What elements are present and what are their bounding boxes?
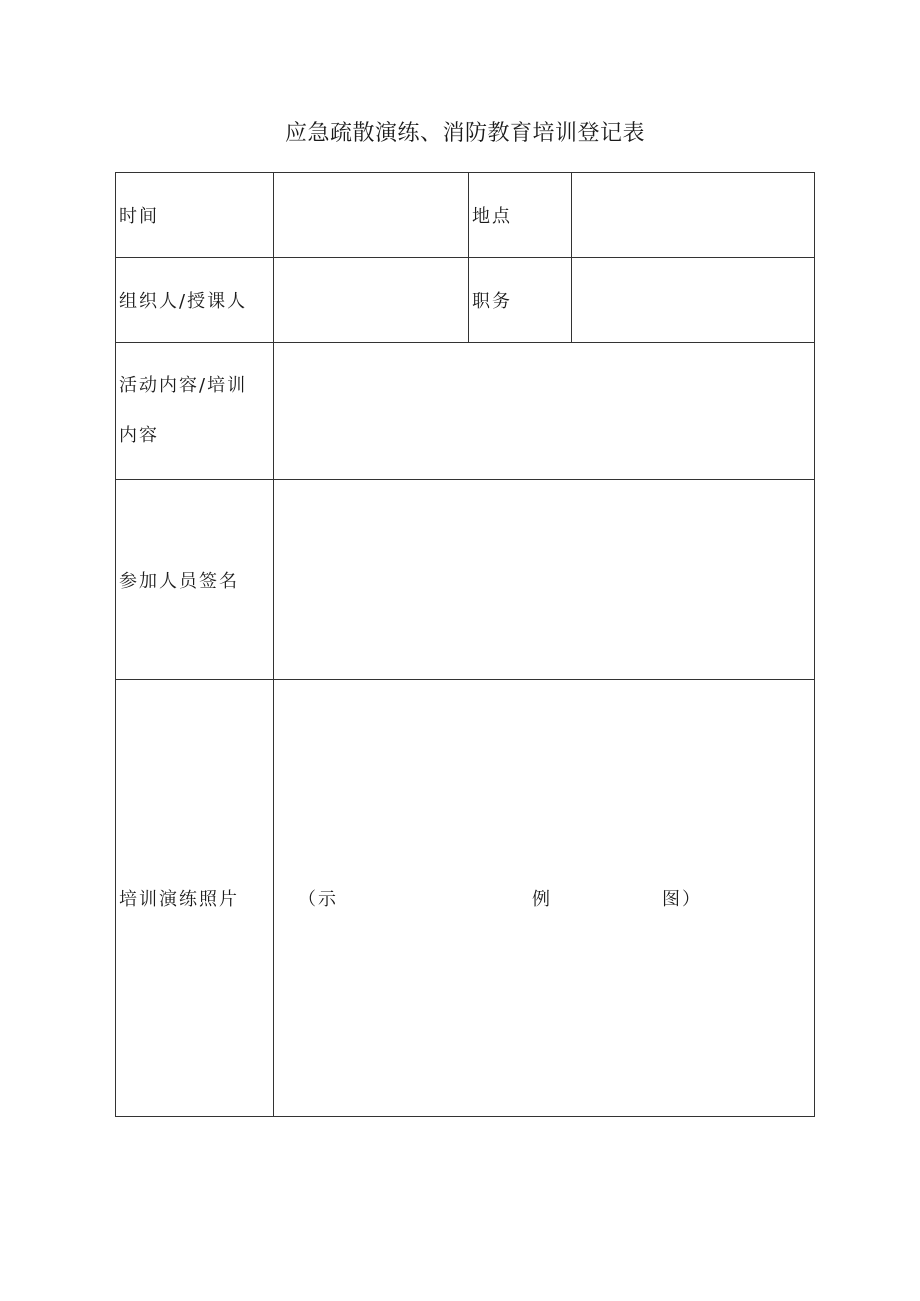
content-value-field[interactable] — [274, 343, 815, 480]
photo-field[interactable] — [274, 680, 815, 1117]
organizer-value-field[interactable] — [274, 258, 469, 343]
location-value-field[interactable] — [572, 173, 815, 258]
photo-note-part2: 例 — [532, 889, 552, 910]
time-value-field[interactable] — [274, 173, 469, 258]
content-label-line2: 内容 — [119, 425, 159, 446]
registration-form-table — [115, 172, 815, 1117]
form-title: 应急疏散演练、消防教育培训登记表 — [284, 121, 645, 146]
photo-label: 培训演练照片 — [116, 680, 274, 1117]
row-content — [116, 343, 815, 480]
signature-value-field[interactable] — [274, 480, 815, 680]
row-photo — [116, 680, 815, 1117]
time-label: 时间 — [116, 173, 274, 258]
content-label-line1: 活动内容/培训 — [119, 375, 248, 396]
row-time-location — [116, 173, 815, 258]
row-organizer-position — [116, 258, 815, 343]
row-signature — [116, 480, 815, 680]
photo-note-part3: 图） — [662, 889, 702, 910]
organizer-label: 组织人/授课人 — [116, 258, 274, 343]
photo-note-part1: （示 — [298, 889, 338, 910]
position-value-field[interactable] — [572, 258, 815, 343]
position-label: 职务 — [469, 258, 572, 343]
content-label — [116, 343, 274, 480]
location-label: 地点 — [469, 173, 572, 258]
signature-label: 参加人员签名 — [116, 480, 274, 680]
